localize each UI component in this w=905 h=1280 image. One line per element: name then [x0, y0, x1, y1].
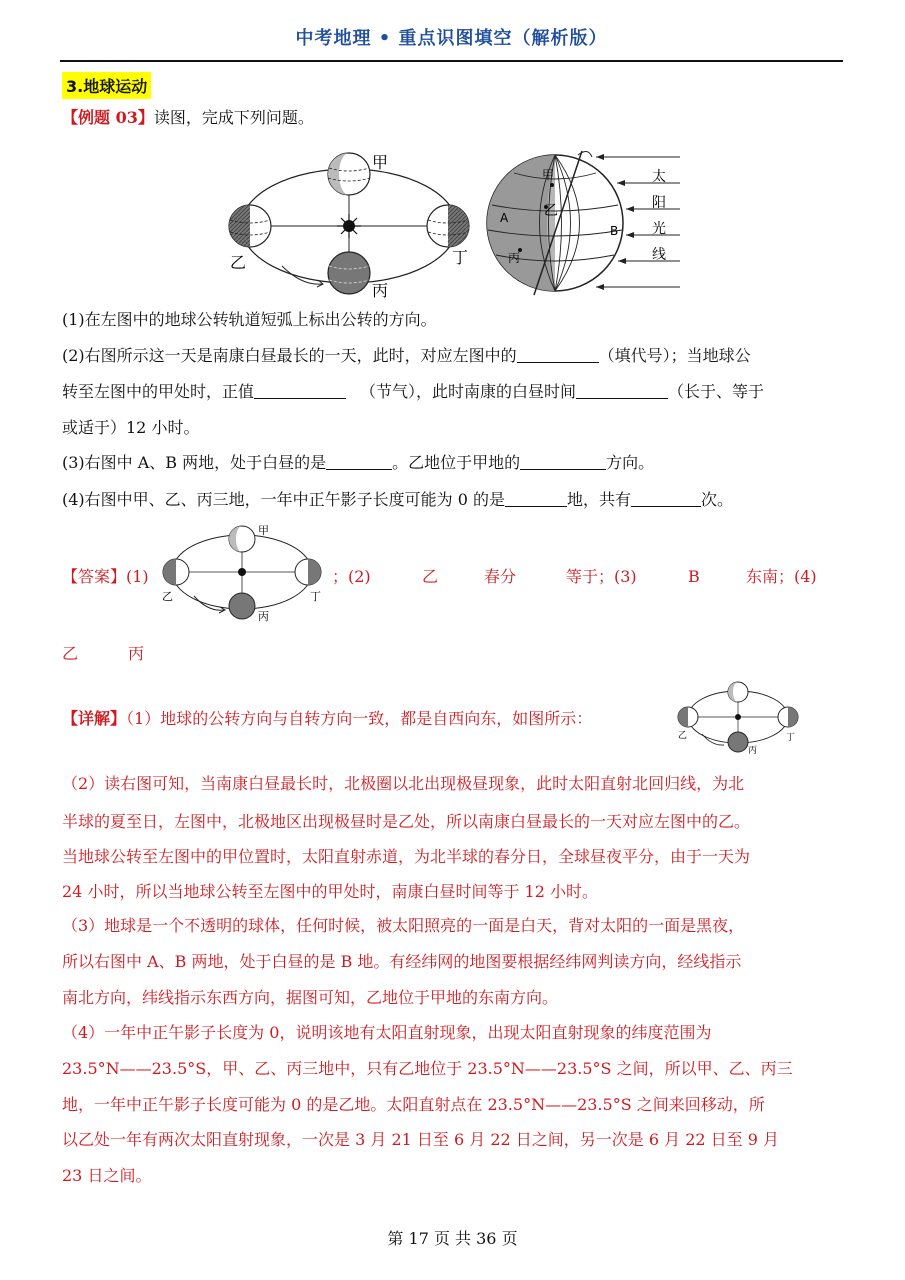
question-2-line-2 [62, 380, 764, 404]
answer-part2-label: ；(2) [332, 567, 371, 586]
example-intro: 读图，完成下列问题。 [153, 108, 314, 127]
label-bing: 丙 [372, 281, 389, 298]
explanation-p4-l3: 地，一年中正午影子长度可能为 0 的是乙地。太阳直射点在 23.5°N——23.5°S 之间来回移动，所 [62, 1095, 765, 1114]
earth-ding [427, 205, 469, 247]
q2-text-e: （长于、等于 [668, 382, 765, 401]
explanation-p3-l2: 所以右图中 A、B 两地，处于白昼的是 B 地。有经纬网的地图要根据经纬网判读方向，经线指示 [62, 952, 742, 971]
explanation-p2-l2: 半球的夏至日，左图中，北极地区出现极昼时是乙处，所以南康白昼最长的一天对应左图中的乙。 [62, 812, 751, 831]
q2-text-d: （节气），此时南康的白昼时间 [360, 382, 577, 401]
answer-label-bing: 丙 [258, 610, 269, 622]
q3-text-b: 。乙地位于甲地的 [392, 453, 521, 472]
earth-bing [328, 252, 370, 294]
section-heading: 3.地球运动 [62, 72, 151, 99]
question-2-line-1 [62, 344, 751, 368]
earth-yi [229, 205, 271, 247]
sunlight-char-3: 光 [652, 221, 666, 237]
answer-label-yi: 乙 [162, 590, 173, 603]
label-yi: 乙 [230, 253, 247, 272]
explanation-p4-l2: 23.5°N——23.5°S，甲、乙、丙三地中，只有乙地位于 23.5°N——23.5°S 之间，所以甲、乙、丙三 [62, 1059, 793, 1078]
explanation-line-1 [62, 707, 592, 731]
label-jia: 甲 [372, 153, 389, 172]
explanation-tag: 【详解】 [62, 709, 127, 728]
globe-label-a: A [500, 211, 509, 225]
explanation-orbit-diagram [676, 680, 802, 756]
q4-text-c: 次。 [701, 490, 734, 509]
q3-text-c: 方向。 [606, 453, 655, 472]
sunlight-char-1: 太 [652, 169, 666, 185]
q2-blank-2[interactable] [254, 381, 346, 399]
sun-icon [337, 214, 361, 238]
header-title: 中考地理 • 重点识图填空（解析版） [295, 28, 608, 49]
explanation-p4-l5: 23 日之间。 [62, 1166, 152, 1185]
globe-label-jia: 甲 [542, 168, 555, 182]
globe-diagram [484, 145, 682, 297]
q2-text-a: (2)右图所示这一天是南康白昼最长的一天，此时，对应左图中的 [62, 346, 517, 365]
sunlight-char-4: 线 [652, 247, 666, 263]
explanation-label-yi: 乙 [678, 731, 688, 741]
answer-orbit-diagram [158, 522, 328, 622]
q4-blank-2[interactable] [631, 489, 701, 507]
question-4 [62, 488, 733, 512]
explanation-p4-l4: 以乙处一年有两次太阳直射现象，一次是 3 月 21 日至 6 月 22 日之间，另一次是 6 月 22 日至 9 月 [62, 1130, 780, 1149]
sunlight-char-2: 阳 [652, 195, 666, 211]
answer-label-jia: 甲 [258, 524, 269, 537]
q2-text-c: 转至左图中的甲处时，正值 [62, 382, 255, 401]
explanation-p3-l1: （3）地球是一个不透明的球体，任何时候，被太阳照亮的一面是白天，背对太阳的一面是黑夜， [62, 916, 745, 935]
globe-label-b: B [610, 224, 619, 238]
explanation-sun-icon [735, 714, 741, 720]
globe-label-yi: 乙 [544, 203, 558, 219]
q2-text-b: （填代号）；当地球公 [598, 346, 751, 365]
answer-2-2: 春分 [484, 567, 517, 586]
globe-label-bing: 丙 [508, 251, 521, 265]
question-1: (1)在左图中的地球公转轨道短弧上标出公转的方向。 [62, 310, 437, 329]
explanation-p2-l4: 24 小时，所以当地球公转至左图中的甲处时，南康白昼时间等于 12 小时。 [62, 882, 598, 901]
answer-4-1: 乙 [62, 644, 79, 663]
answer-2-1: 乙 [422, 567, 439, 586]
answer-3-1: B [688, 567, 700, 586]
explanation-p2-l1: （2）读右图可知，当南康白昼最长时，北极圈以北出现极昼现象，此时太阳直射北回归线，为北 [62, 774, 745, 793]
q4-blank-1[interactable] [505, 489, 567, 507]
answer-tag: 【答案】(1) [62, 567, 149, 586]
q3-blank-1[interactable] [326, 452, 392, 470]
question-3 [62, 451, 654, 475]
earth-jia [328, 153, 370, 195]
answer-4-2: 丙 [128, 644, 145, 663]
page-header [60, 24, 843, 64]
explanation-p1: （1）地球的公转方向与自转方向一致，都是自西向东，如图所示： [126, 709, 593, 728]
orbit-diagram [222, 148, 482, 298]
label-ding: 丁 [452, 248, 469, 267]
explanation-p2-l3: 当地球公转至左图中的甲位置时，太阳直射赤道，为北半球的春分日，全球昼夜平分，由于一天为 [62, 847, 751, 866]
page-footer: 第 17 页 共 36 页 [387, 1229, 518, 1248]
q4-text-a: (4)右图中甲、乙、丙三地，一年中正午影子长度可能为 0 的是 [62, 490, 506, 509]
explanation-p4-l1: （4）一年中正午影子长度为 0，说明该地有太阳直射现象，出现太阳直射现象的纬度范围为 [62, 1023, 712, 1042]
answer-label-ding: 丁 [310, 590, 321, 603]
answer-sun-icon [238, 568, 246, 576]
q3-blank-2[interactable] [520, 452, 606, 470]
explanation-p3-l3: 南北方向，纬线指示东西方向，据图可知，乙地位于甲地的东南方向。 [62, 988, 559, 1007]
answer-3-2: 东南；(4) [746, 567, 817, 586]
explanation-label-bing: 丙 [748, 746, 758, 756]
example-line [62, 106, 314, 130]
header-rule [60, 60, 843, 62]
example-tag: 【例题 03】 [62, 108, 154, 127]
q2-blank-1[interactable] [517, 345, 599, 363]
question-2-line-3: 或适于）12 小时。 [62, 418, 200, 437]
q2-blank-3[interactable] [576, 381, 668, 399]
explanation-label-ding: 丁 [786, 733, 796, 743]
q4-text-b: 地，共有 [567, 490, 632, 509]
revolution-arrow [282, 266, 322, 284]
q3-text-a: (3)右图中 A、B 两地，处于白昼的是 [62, 453, 327, 472]
answer-2-3: 等于；(3) [566, 567, 637, 586]
